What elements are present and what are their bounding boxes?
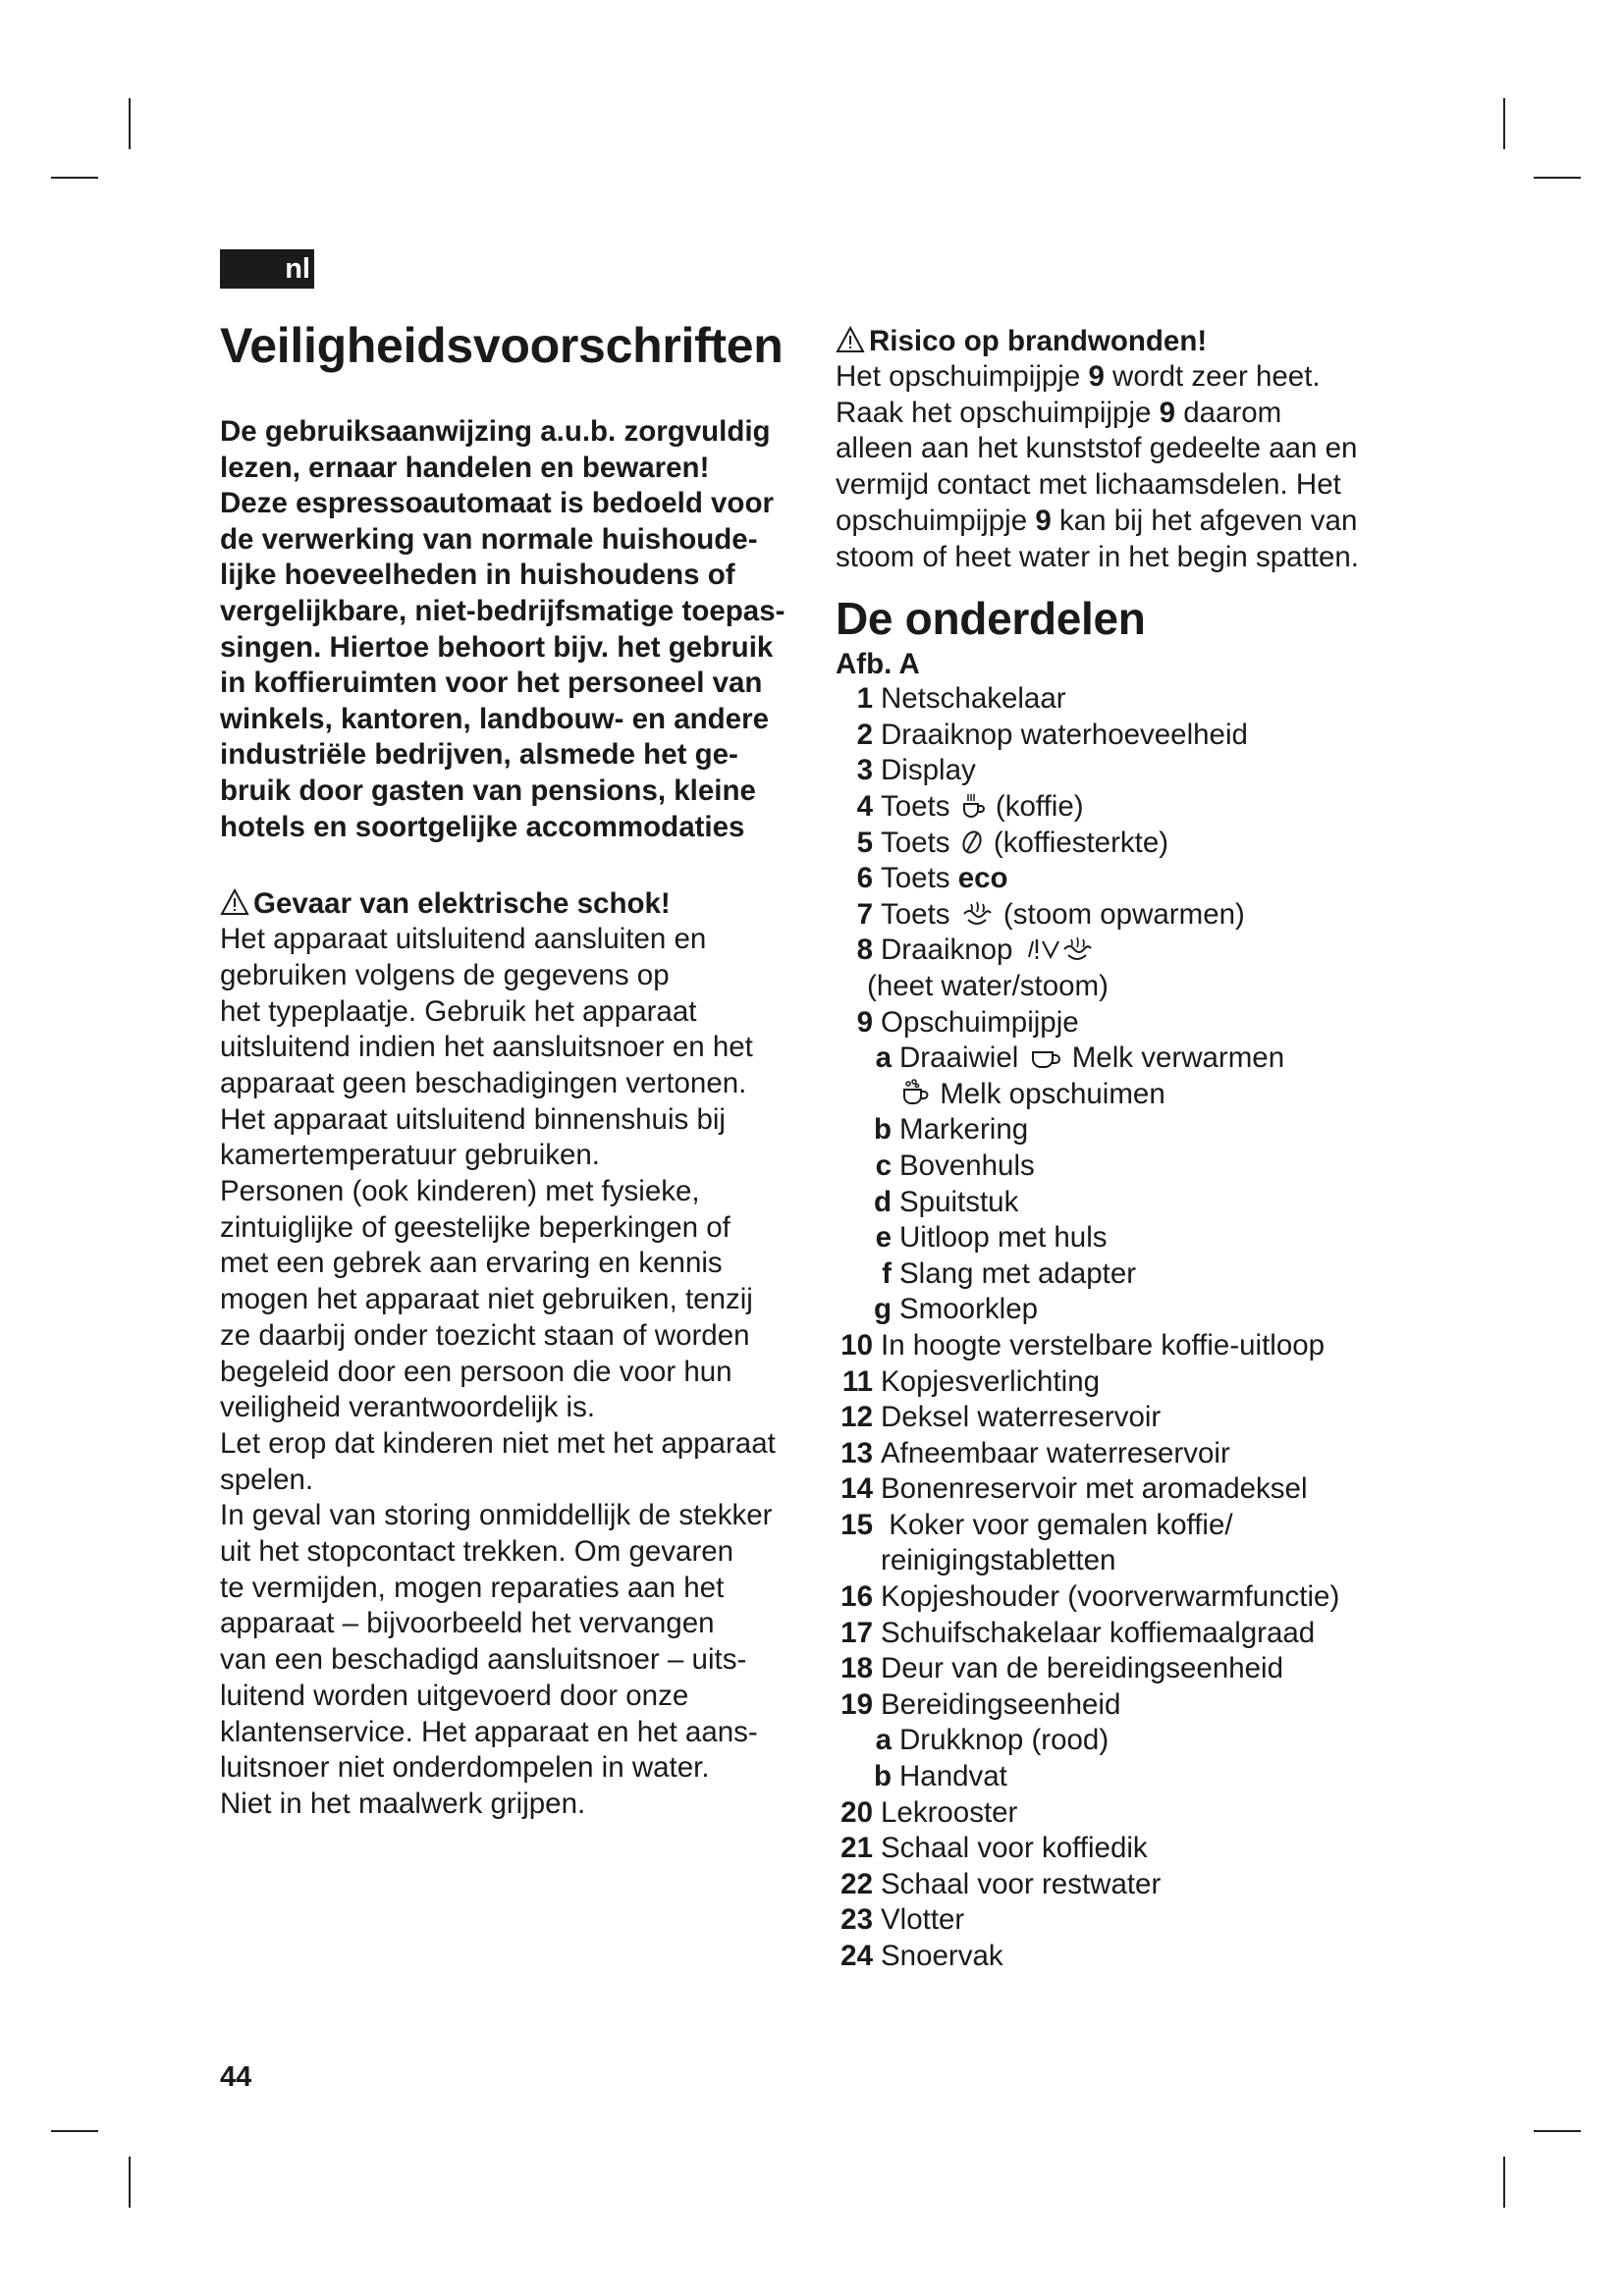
crop-mark — [1534, 2130, 1581, 2132]
list-item-continuation — [836, 1077, 1425, 1113]
item-letter: e — [875, 1221, 892, 1255]
list-item — [836, 1292, 1425, 1328]
list-item — [836, 1112, 1425, 1148]
list-item — [836, 1005, 1425, 1041]
crop-mark — [1503, 2157, 1505, 2208]
item-number: 16 — [840, 1580, 873, 1614]
intro-paragraph: De gebruiksaanwijzing a.u.b. zorgvuldig lezen, ernaar handelen en bewaren! Deze espressoautomaat is bedoeld voor de verwerking van normale huishoude- lijke hoeveelheden in huishoudens of vergelijkbare, niet-bedrijfsmatige toepas- singen. Hiertoe behoort bijv. het gebruik in koffieruimten voor het personeel van winkels, kantoren, landbouw- en andere industriële bedrijven, alsmede het ge- bruik door gasten van pensions, kleine hotels en soortgelijke accommodaties — [220, 415, 785, 843]
crop-mark — [51, 177, 98, 179]
item-number: 7 — [856, 897, 873, 931]
item-text: Spuitstuk — [899, 1185, 1019, 1218]
warning-triangle-icon — [220, 888, 249, 916]
burn-heading-text: Risico op brandwonden! — [869, 325, 1208, 357]
warning-heading — [220, 886, 809, 922]
item-text: Kopjeshouder (voorverwarmfunctie) — [881, 1580, 1340, 1614]
item-text: Draaiknop — [881, 934, 1013, 967]
item-text: Bonenreservoir met aromadeksel — [881, 1472, 1308, 1506]
item-number: 5 — [856, 826, 873, 859]
part-ref: 9 — [1159, 396, 1176, 429]
item-letter: b — [873, 1760, 892, 1793]
text: vermijd contact met lichaamsdelen. Het — [836, 468, 1341, 502]
list-item — [836, 826, 1425, 862]
item-letter: f — [882, 1256, 892, 1290]
crop-mark — [129, 98, 131, 149]
list-item — [836, 753, 1425, 789]
list-item — [836, 1831, 1425, 1867]
item-text: Toets — [881, 862, 950, 895]
item-text: Drukknop (rood) — [899, 1724, 1110, 1757]
item-text: Bereidingseenheid — [881, 1687, 1121, 1721]
list-item — [836, 1723, 1425, 1759]
list-item — [836, 1148, 1425, 1185]
item-number: 15 — [840, 1508, 873, 1541]
item-letter: b — [873, 1113, 892, 1147]
list-item — [836, 1220, 1425, 1256]
milk-cup-icon — [1029, 1045, 1062, 1071]
steam-icon — [960, 900, 994, 928]
item-text: Deksel waterreservoir — [881, 1401, 1162, 1434]
list-item-continuation — [836, 969, 1425, 1005]
item-number: 21 — [840, 1832, 873, 1865]
figure-label: Afb. A — [836, 648, 920, 681]
item-letter: a — [875, 1724, 892, 1757]
item-text: Slang met adapter — [899, 1256, 1137, 1290]
item-text: Koker voor gemalen koffie/ — [881, 1508, 1233, 1541]
item-letter: c — [875, 1148, 892, 1182]
list-item — [836, 1867, 1425, 1903]
burn-warning-text — [836, 359, 1425, 575]
item-number: 11 — [841, 1364, 873, 1398]
item-text: Draaiknop waterhoeveelheid — [881, 718, 1248, 751]
item-number: 8 — [856, 934, 873, 967]
item-text: (heet water/stoom) — [867, 969, 1109, 1002]
eco-label: eco — [957, 862, 1008, 895]
item-text: Afneembaar waterreservoir — [881, 1436, 1230, 1469]
list-item — [836, 861, 1425, 897]
page-title: Veiligheidsvoorschriften — [220, 318, 784, 373]
list-item — [836, 897, 1425, 934]
list-item — [836, 1759, 1425, 1795]
item-text: (koffiesterkte) — [993, 826, 1169, 859]
item-letter: a — [875, 1041, 892, 1075]
text: wordt zeer heet. — [1104, 360, 1321, 393]
item-text: Handvat — [899, 1760, 1007, 1793]
item-text: Toets — [881, 790, 950, 823]
list-item — [836, 1256, 1425, 1293]
left-column — [220, 316, 809, 1823]
item-text: Schuifschakelaar koffiemaalgraad — [881, 1616, 1316, 1649]
list-item — [836, 1579, 1425, 1616]
item-number: 2 — [856, 718, 873, 751]
crop-mark — [1503, 98, 1505, 149]
warning-triangle-icon — [836, 326, 865, 353]
list-item — [836, 681, 1425, 718]
crop-mark — [1534, 177, 1581, 179]
item-text: (stoom opwarmen) — [1002, 897, 1245, 931]
item-number: 14 — [840, 1472, 873, 1506]
item-text: Opschuimpijpje — [881, 1005, 1079, 1039]
item-text: Snoervak — [881, 1940, 1003, 1972]
milk-froth-icon — [900, 1078, 930, 1107]
text: opschuimpijpje — [836, 504, 1036, 537]
text: Het opschuimpijpje — [836, 360, 1089, 393]
list-item — [836, 1328, 1425, 1364]
item-number: 20 — [840, 1795, 873, 1829]
list-item — [836, 1364, 1425, 1401]
item-text: Toets — [881, 897, 950, 931]
right-column — [836, 324, 1425, 1975]
item-text: Draaiwiel — [899, 1041, 1019, 1075]
list-item — [836, 1651, 1425, 1687]
item-text: Kopjesverlichting — [881, 1364, 1101, 1398]
warning-heading-text: Gevaar van elektrische schok! — [253, 887, 671, 921]
language-tab: nl — [220, 249, 314, 289]
crop-mark — [51, 2130, 98, 2132]
hot-water-steam-icon — [1023, 935, 1096, 963]
list-item — [836, 1185, 1425, 1221]
item-text: Smoorklep — [899, 1293, 1039, 1326]
list-item — [836, 1400, 1425, 1436]
electric-shock-warning — [220, 886, 809, 1823]
text: Raak het opschuimpijpje — [836, 396, 1160, 429]
item-number: 3 — [856, 754, 873, 787]
text: stoom of heet water in het begin spatten. — [836, 540, 1359, 573]
text: kan bij het afgeven van — [1051, 504, 1358, 537]
item-number: 9 — [856, 1005, 873, 1039]
list-item — [836, 1902, 1425, 1939]
item-number: 18 — [840, 1652, 873, 1685]
page-number: 44 — [220, 2061, 252, 2093]
item-number: 6 — [856, 862, 873, 895]
item-text: Markering — [899, 1113, 1029, 1147]
coffee-cup-icon — [960, 792, 986, 820]
list-item — [836, 1687, 1425, 1724]
item-text: Uitloop met huls — [899, 1221, 1108, 1255]
part-ref: 9 — [1088, 360, 1105, 393]
list-item — [836, 718, 1425, 754]
list-item — [836, 789, 1425, 826]
item-text: Deur van de bereidingseenheid — [881, 1652, 1284, 1685]
item-number: 23 — [840, 1903, 873, 1937]
burn-warning-heading — [836, 324, 1425, 359]
coffee-bean-icon — [960, 828, 984, 856]
item-text: Netschakelaar — [881, 682, 1066, 716]
list-item — [836, 1795, 1425, 1832]
item-text: Lekrooster — [881, 1795, 1018, 1829]
item-number: 24 — [840, 1940, 873, 1972]
item-number: 12 — [840, 1401, 873, 1434]
list-item — [836, 1939, 1425, 1975]
item-letter: g — [873, 1293, 892, 1326]
list-item — [836, 1616, 1425, 1652]
list-item — [836, 1436, 1425, 1472]
item-text: In hoogte verstelbare koffie-uitloop — [881, 1328, 1326, 1362]
item-number: 10 — [840, 1328, 873, 1362]
item-text: Schaal voor koffiedik — [881, 1832, 1148, 1865]
item-number: 22 — [840, 1867, 873, 1900]
item-text: Display — [881, 754, 976, 787]
text: daarom — [1175, 396, 1282, 429]
item-text: Toets — [881, 826, 950, 859]
item-text: Melk opschuimen — [940, 1077, 1165, 1110]
list-item — [836, 1041, 1425, 1077]
item-number: 19 — [840, 1687, 873, 1721]
item-number: 17 — [840, 1616, 873, 1649]
section-title: De onderdelen — [836, 593, 1146, 645]
item-text: Bovenhuls — [899, 1148, 1035, 1182]
list-item — [836, 1508, 1425, 1544]
item-text: Vlotter — [881, 1903, 965, 1937]
list-item — [836, 1471, 1425, 1508]
item-letter: d — [873, 1185, 892, 1218]
item-text: (koffie) — [995, 790, 1084, 823]
item-number: 1 — [856, 682, 873, 716]
part-ref: 9 — [1035, 504, 1052, 537]
list-item — [836, 933, 1425, 969]
item-text: Schaal voor restwater — [881, 1867, 1162, 1900]
crop-mark — [129, 2157, 131, 2208]
warning-text: Het apparaat uitsluitend aansluiten en gebruiken volgens de gegevens op het typeplaatje. Gebruik het apparaat uitsluitend indien het aansluitsnoer en het apparaat geen beschadigingen vertonen. Het apparaat uitsluitend binnenshuis bij kamertemperatuur gebruiken. Personen (ook kinderen) met fysieke, zintuiglijke of geestelijke beperkingen of met een gebrek aan ervaring en kennis mogen het apparaat niet gebruiken, tenzij ze daarbij onder toezicht staan of worden begeleid door een persoon die voor hun veiligheid verantwoordelijk is. Let erop dat kinderen niet met het apparaat spelen. In geval van storing onmiddellijk de stekker uit het stopcontact trekken. Om gevaren te vermijden, mogen reparaties aan het apparaat – bijvoorbeeld het vervangen van een beschadigd aansluitsnoer – uits- luitend worden uitgevoerd door onze klantenservice. Het apparaat en het aans- luitsnoer niet onderdompelen in water. Niet in het maalwerk grijpen. — [220, 923, 776, 1820]
text: alleen aan het kunststof gedeelte aan en — [836, 432, 1358, 465]
list-item-continuation — [836, 1543, 1425, 1579]
parts-list — [836, 681, 1425, 1974]
item-text: Melk verwarmen — [1071, 1041, 1285, 1075]
item-number: 4 — [856, 790, 873, 823]
item-text: reinigingstabletten — [881, 1544, 1116, 1577]
item-number: 13 — [840, 1436, 873, 1469]
